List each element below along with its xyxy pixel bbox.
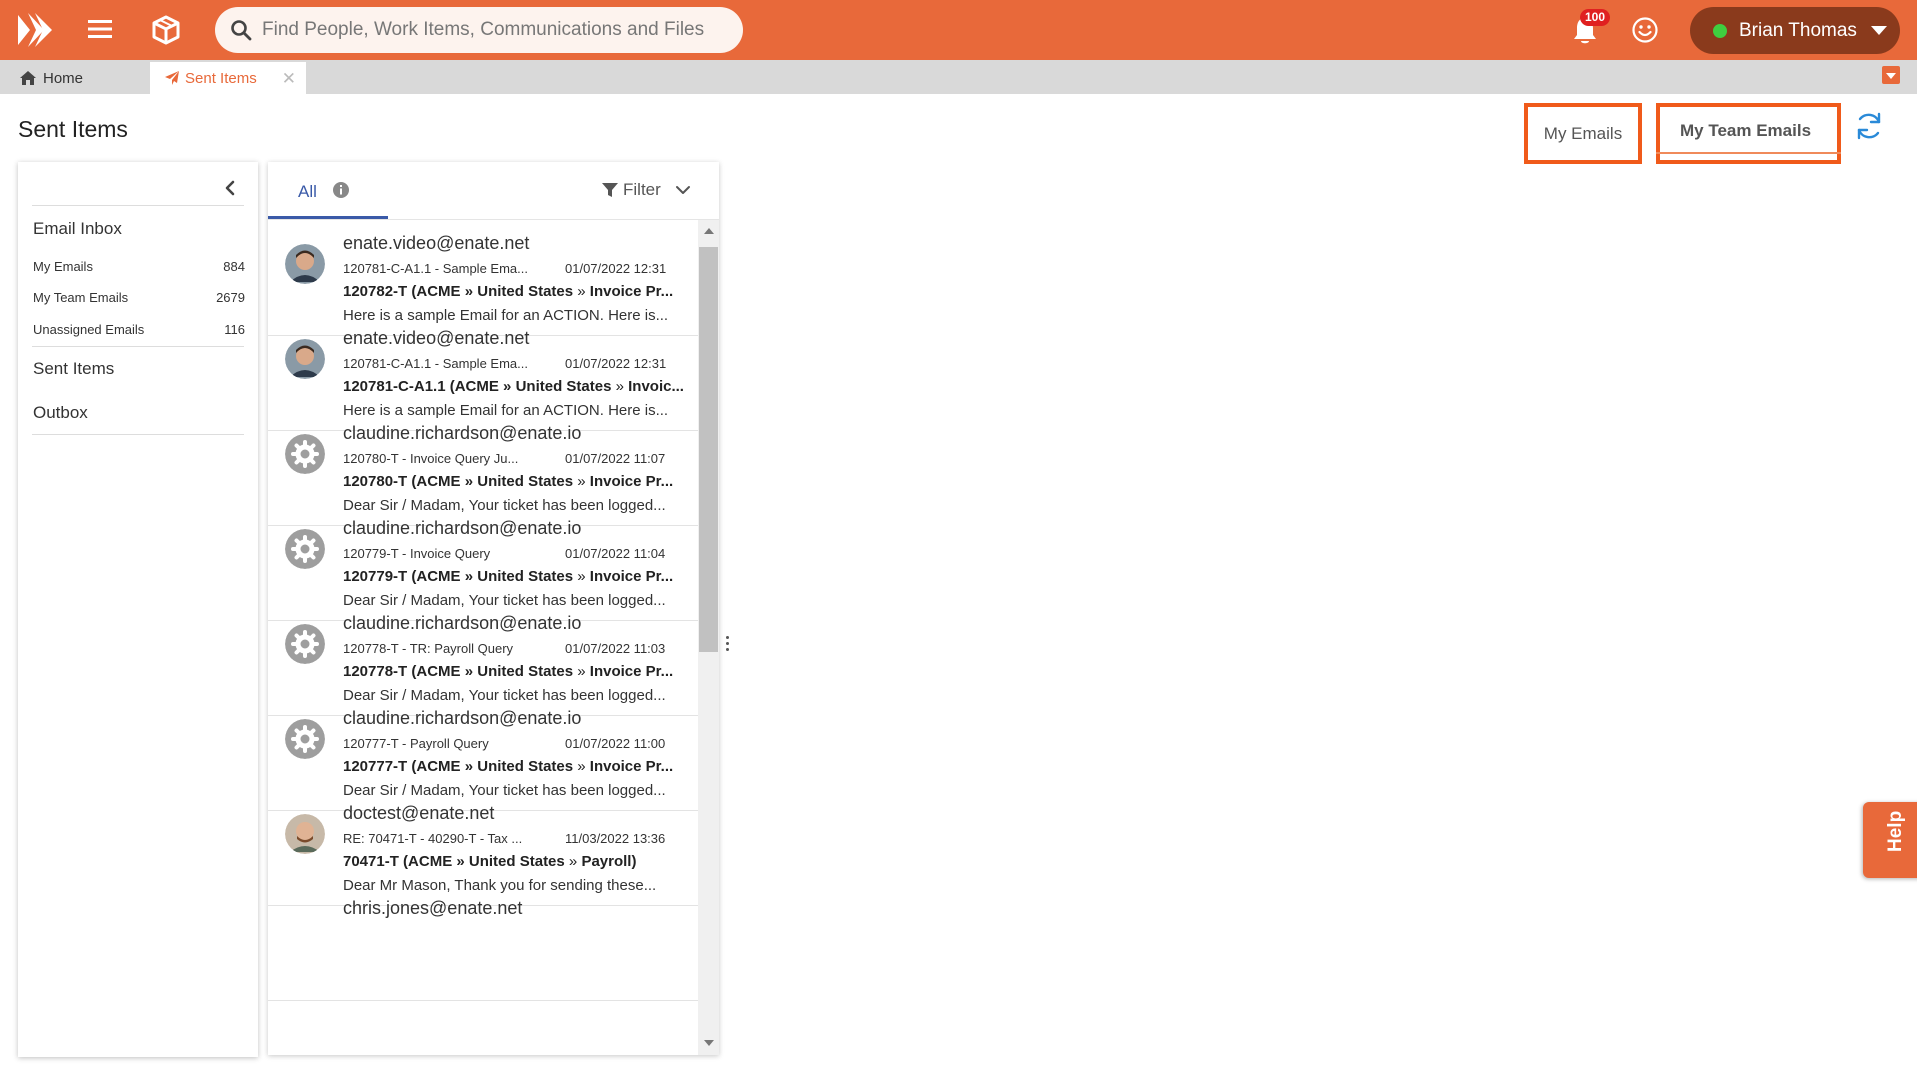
email-preview: Dear Mr Mason, Thank you for sending these... [343,877,657,894]
tab-sent-items-label: Sent Items [185,69,257,87]
my-team-emails-label: My Team Emails [1680,121,1812,140]
search-icon [230,19,252,41]
folder-outbox[interactable]: Outbox [33,403,88,422]
email-subject: 120779-T - Invoice Query [343,546,491,561]
scrollbar-thumb[interactable] [699,247,718,652]
email-context: 120780-T (ACME » United States » Invoice Pr... [343,473,674,490]
pane-resize-handle[interactable] [725,636,731,656]
system-gear-avatar-icon [285,434,325,474]
collapse-panel-chevron-left-icon[interactable] [223,180,237,196]
folder-label: My Team Emails [33,290,129,305]
folder-my-team-emails[interactable] [33,290,245,305]
email-preview: Dear Sir / Madam, Your ticket has been logged... [343,782,666,799]
email-sender: enate.video@enate.net [343,328,530,348]
email-sender: claudine.richardson@enate.io [343,423,582,443]
tabs-dropdown-button[interactable] [1882,66,1900,84]
email-preview: Dear Sir / Madam, Your ticket has been logged... [343,592,666,609]
email-date: 01/07/2022 12:31 [565,356,667,371]
tab-home-label: Home [43,69,84,87]
folder-count: 884 [223,259,245,274]
search-input[interactable] [262,10,722,50]
tab-all[interactable] [268,162,388,219]
divider [32,205,244,206]
email-preview: Dear Sir / Madam, Your ticket has been logged... [343,497,666,514]
email-context: 120779-T (ACME » United States » Invoice Pr... [343,568,674,585]
email-sender: chris.jones@enate.net [343,898,523,918]
email-context: 120782-T (ACME » United States » Invoice Pr... [343,283,674,300]
divider [32,434,244,435]
tab-home[interactable] [14,62,148,94]
email-date: 01/07/2022 11:04 [565,546,666,561]
my-team-emails-button[interactable] [1656,103,1841,164]
email-subject: 120778-T - TR: Payroll Query [343,641,514,656]
sender-avatar-photo [285,244,325,284]
divider [32,346,244,347]
email-context: 120777-T (ACME » United States » Invoice Pr... [343,758,674,775]
tab-strip [0,60,1917,94]
tab-all-label: All [298,182,317,201]
email-date: 01/07/2022 11:00 [565,736,666,751]
email-date: 01/07/2022 12:31 [565,261,667,276]
help-label: Help [1885,810,1906,852]
user-menu-button[interactable] [1690,7,1900,54]
global-search[interactable] [215,7,743,53]
email-subject: RE: 70471-T - 40290-T - Tax ... [343,831,523,846]
refresh-icon[interactable] [1853,110,1885,142]
notification-count-badge: 100 [1580,9,1610,26]
folder-my-emails[interactable] [33,259,245,274]
email-list-panel [268,162,719,1055]
email-sender: claudine.richardson@enate.io [343,708,582,728]
email-sender: doctest@enate.net [343,803,495,823]
email-sender: claudine.richardson@enate.io [343,613,582,633]
paper-plane-icon [164,70,180,86]
email-list [268,220,698,1055]
email-preview: Here is a sample Email for an ACTION. Here is... [343,307,669,324]
scroll-down-arrow-icon[interactable] [704,1040,714,1046]
email-context: 120781-C-A1.1 (ACME » United States » Invoic... [343,378,684,395]
email-context: 70471-T (ACME » United States » Payroll) [343,853,637,870]
active-tab-underline [1656,152,1841,154]
enate-logo-icon[interactable] [14,11,54,49]
my-emails-button[interactable]: My Emails [1524,103,1642,164]
feedback-smile-icon[interactable] [1631,16,1659,44]
folder-count: 2679 [216,290,245,305]
folder-count: 116 [224,322,245,337]
email-list-item[interactable] [268,885,698,1001]
top-bar [0,0,1917,60]
folder-email-inbox[interactable]: Email Inbox [33,219,122,238]
email-sender: enate.video@enate.net [343,233,530,253]
system-gear-avatar-icon [285,719,325,759]
email-sender: claudine.richardson@enate.io [343,518,582,538]
system-gear-avatar-icon [285,529,325,569]
close-tab-icon[interactable]: ✕ [281,69,296,88]
email-date: 11/03/2022 13:36 [565,831,666,846]
tab-sent-items[interactable] [150,62,306,94]
chevron-down-icon [675,185,691,195]
filter-label: Filter [623,180,661,199]
help-tab-button[interactable] [1863,802,1917,878]
user-name: Brian Thomas [1739,19,1857,41]
page-title: Sent Items [18,116,128,142]
email-subject: 120781-C-A1.1 - Sample Ema... [343,261,528,276]
folder-sent-items[interactable]: Sent Items [33,359,115,378]
email-subject: 120780-T - Invoice Query Ju... [343,451,519,466]
sender-avatar-photo [285,339,325,379]
email-subject: 120777-T - Payroll Query [343,736,489,751]
filter-button[interactable] [601,180,691,200]
home-icon [19,70,37,86]
folder-label: My Emails [33,259,93,274]
scroll-up-arrow-icon[interactable] [704,228,714,234]
folder-unassigned-emails[interactable] [33,322,245,337]
email-context: 120778-T (ACME » United States » Invoice Pr... [343,663,674,680]
folder-label: Unassigned Emails [33,322,145,337]
online-status-indicator [1713,24,1727,38]
cube-icon[interactable] [150,14,182,46]
email-folders-panel [18,162,258,1057]
sender-avatar-photo [285,814,325,854]
hamburger-menu-icon[interactable] [86,17,114,41]
email-date: 01/07/2022 11:03 [565,641,666,656]
email-subject: 120781-C-A1.1 - Sample Ema... [343,356,528,371]
email-preview: Here is a sample Email for an ACTION. Here is... [343,402,669,419]
email-preview: Dear Sir / Madam, Your ticket has been logged... [343,687,666,704]
caret-down-icon [1871,26,1887,35]
filter-funnel-icon [601,181,619,199]
email-list-scrollbar[interactable] [698,220,719,1055]
info-icon[interactable] [332,181,350,199]
email-date: 01/07/2022 11:07 [565,451,666,466]
system-gear-avatar-icon [285,624,325,664]
